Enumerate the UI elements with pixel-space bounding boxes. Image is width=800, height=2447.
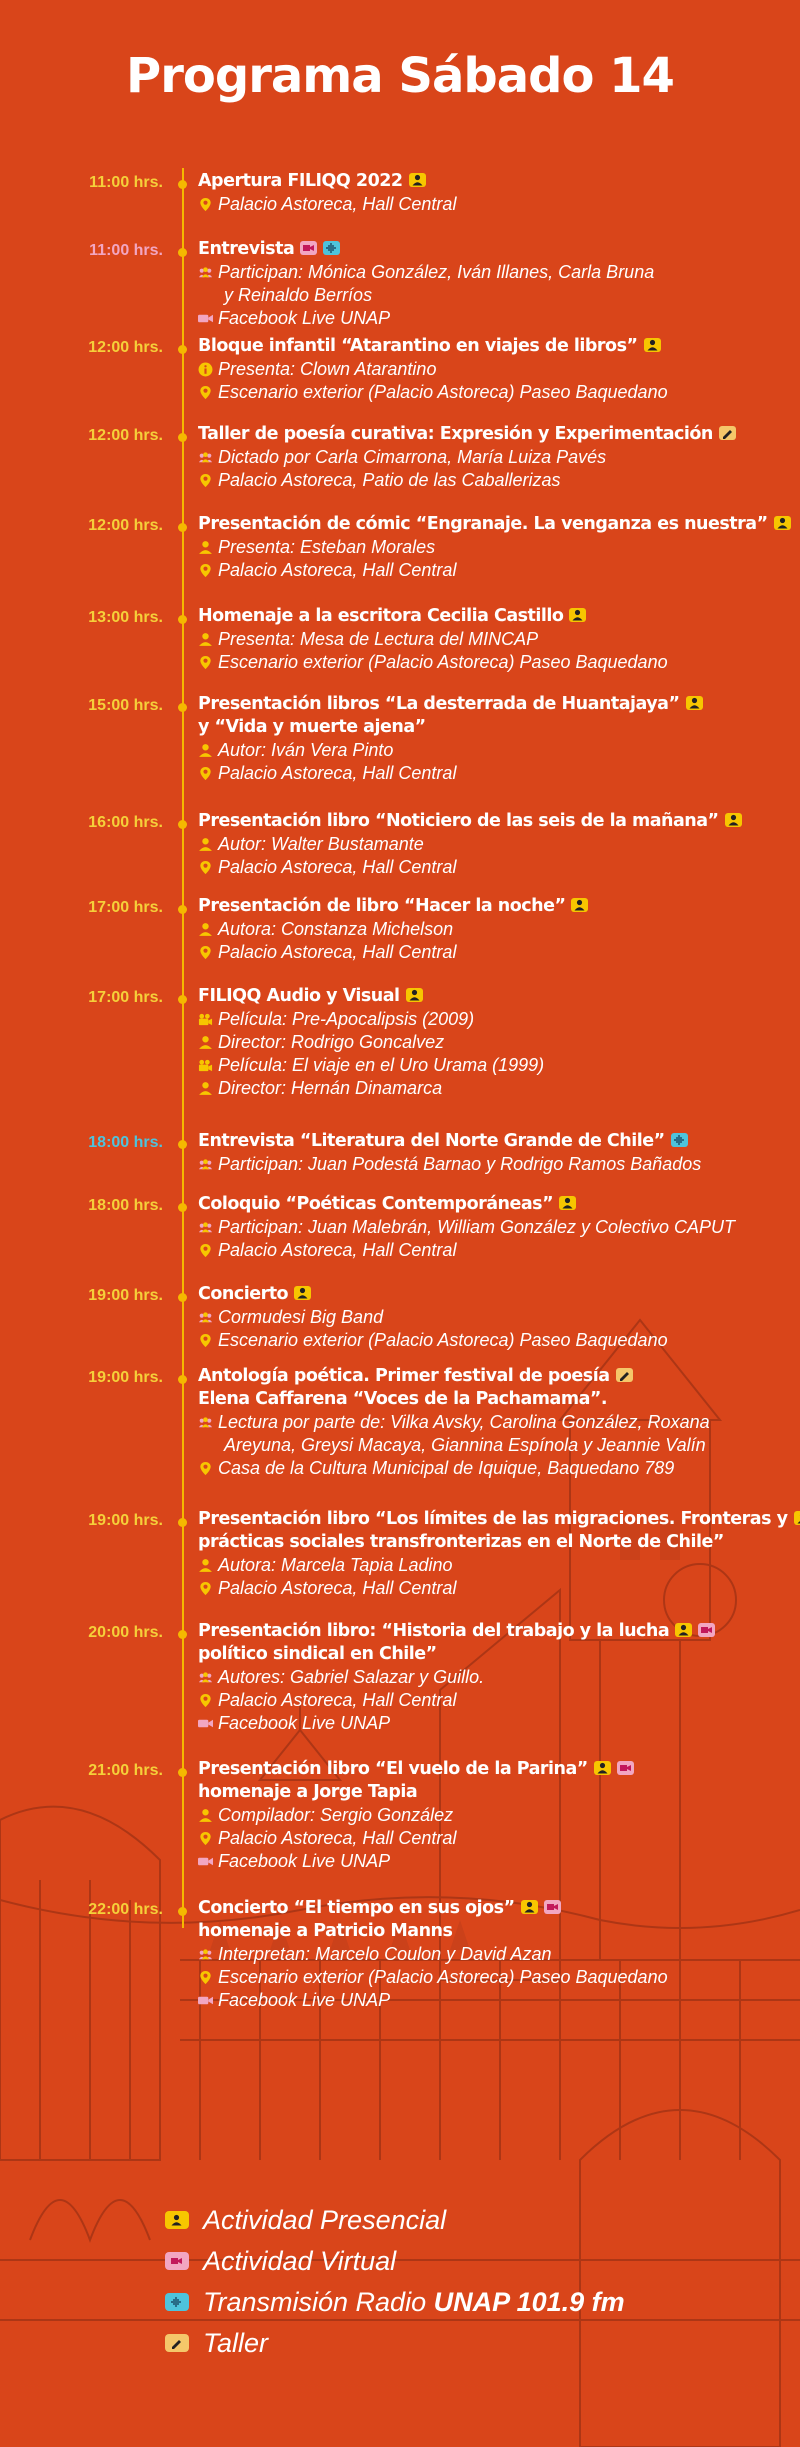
timeline-dot — [178, 820, 187, 829]
video-icon — [198, 1716, 213, 1731]
video-icon — [198, 1993, 213, 2008]
event-title — [198, 1643, 788, 1666]
event-detail — [198, 628, 788, 651]
virtual-badge-icon — [300, 241, 317, 255]
timeline-dot — [178, 905, 187, 914]
event-detail — [198, 1054, 788, 1077]
people-icon — [198, 450, 213, 465]
event-detail-text: Presenta: Esteban Morales — [218, 537, 436, 557]
event-title-text: Concierto — [198, 1284, 289, 1304]
event-detail-text: Autores: Gabriel Salazar y Guillo. — [218, 1667, 485, 1687]
event-body — [198, 238, 788, 330]
person-icon — [198, 540, 213, 555]
person-icon — [198, 922, 213, 937]
location-icon — [198, 860, 213, 875]
event-title — [198, 985, 788, 1008]
event-title — [198, 810, 788, 833]
event-detail-text: Interpretan: Marcelo Coulon y David Azan — [218, 1944, 552, 1964]
people-icon — [198, 1157, 213, 1172]
event-body — [198, 1758, 788, 1873]
location-icon — [198, 563, 213, 578]
event-detail-text: Areyuna, Greysi Macaya, Giannina Espínola y Jeannie Valín — [224, 1435, 706, 1455]
event-time: 19:00 hrs. — [88, 1512, 163, 1529]
location-icon — [198, 655, 213, 670]
event-title-text: FILIQQ Audio y Visual — [198, 986, 400, 1006]
event-body — [198, 1193, 788, 1262]
event-body — [198, 335, 788, 404]
people-icon — [198, 1220, 213, 1235]
presencial-badge-icon — [559, 1196, 576, 1210]
event-title-text: Presentación libro “El vuelo de la Parina” — [198, 1759, 588, 1779]
event-title — [198, 513, 788, 536]
virtual-badge-icon — [544, 1900, 561, 1914]
event-detail-text: Casa de la Cultura Municipal de Iquique, Baquedano 789 — [218, 1458, 675, 1478]
taller-badge-icon — [719, 426, 736, 440]
event-detail-text: Película: El viaje en el Uro Urama (1999) — [218, 1055, 545, 1075]
person-icon — [198, 1081, 213, 1096]
radio-badge-icon — [165, 2293, 189, 2311]
legend-item — [165, 2323, 625, 2364]
person-icon — [198, 632, 213, 647]
legend-label — [203, 2205, 446, 2236]
event-detail — [198, 1577, 788, 1600]
camera-icon — [198, 1012, 213, 1027]
people-icon — [198, 265, 213, 280]
timeline-dot — [178, 523, 187, 532]
event-title-text: homenaje a Patricio Manns — [198, 1921, 453, 1941]
event-detail-text: Lectura por parte de: Vilka Avsky, Carolina González, Roxana — [218, 1412, 710, 1432]
event-detail-text: Presenta: Clown Atarantino — [218, 359, 437, 379]
blank-icon — [204, 288, 219, 303]
event-title-text: Presentación de libro “Hacer la noche” — [198, 896, 566, 916]
presencial-badge-icon — [644, 338, 661, 352]
event-title — [198, 1531, 788, 1554]
location-icon — [198, 1831, 213, 1846]
event-detail — [198, 1239, 788, 1262]
event-title — [198, 1388, 788, 1411]
event-detail — [198, 651, 788, 674]
event-detail — [198, 941, 788, 964]
event-detail-text: Palacio Astoreca, Hall Central — [218, 942, 457, 962]
presencial-badge-icon — [406, 988, 423, 1002]
presencial-badge-icon — [725, 813, 742, 827]
legend-item — [165, 2200, 625, 2241]
legend-text: Actividad Presencial — [203, 2205, 447, 2235]
event-title-text: Presentación libro “Noticiero de las seis de la mañana” — [198, 811, 719, 831]
event-detail — [198, 762, 788, 785]
event-detail-text: Facebook Live UNAP — [218, 1851, 391, 1871]
event-time: 12:00 hrs. — [88, 517, 163, 534]
event-detail — [198, 469, 788, 492]
event-title-text: Presentación de cómic “Engranaje. La venganza es nuestra” — [198, 514, 768, 534]
event-detail — [198, 1008, 788, 1031]
event-title — [198, 716, 788, 739]
location-icon — [198, 473, 213, 488]
event-time: 12:00 hrs. — [88, 427, 163, 444]
event-detail-text: Palacio Astoreca, Patio de las Caballerizas — [218, 470, 561, 490]
event-detail-text: Escenario exterior (Palacio Astoreca) Paseo Baquedano — [218, 382, 668, 402]
event-body — [198, 1365, 788, 1480]
event-title-text: Antología poética. Primer festival de poesía — [198, 1366, 610, 1386]
event-detail — [198, 381, 788, 404]
person-icon — [198, 837, 213, 852]
event-title — [198, 238, 788, 261]
event-detail-text: Autor: Walter Bustamante — [218, 834, 424, 854]
timeline-dot — [178, 1630, 187, 1639]
event-detail — [198, 1216, 788, 1239]
blank-icon — [204, 1438, 219, 1453]
timeline-dot — [178, 1203, 187, 1212]
event-detail — [198, 856, 788, 879]
event-title-text: Presentación libros “La desterrada de Huantajaya” — [198, 694, 680, 714]
timeline-dot — [178, 615, 187, 624]
event-detail — [198, 1554, 788, 1577]
event-detail-text: Cormudesi Big Band — [218, 1307, 384, 1327]
legend-text: Actividad Virtual — [203, 2246, 397, 2276]
event-detail-text: Palacio Astoreca, Hall Central — [218, 560, 457, 580]
event-detail — [198, 1666, 788, 1689]
event-detail-text: Palacio Astoreca, Hall Central — [218, 194, 457, 214]
event-body — [198, 985, 788, 1100]
taller-badge-icon — [616, 1368, 633, 1382]
event-detail — [198, 1827, 788, 1850]
event-title — [198, 1193, 788, 1216]
legend-label — [203, 2328, 268, 2359]
event-time: 11:00 hrs. — [89, 174, 163, 191]
legend-text: Taller — [203, 2328, 269, 2358]
event-detail — [198, 358, 788, 381]
event-time: 15:00 hrs. — [88, 697, 163, 714]
event-time: 18:00 hrs. — [88, 1197, 163, 1214]
event-detail-text: Escenario exterior (Palacio Astoreca) Paseo Baquedano — [218, 1330, 668, 1350]
event-detail — [198, 307, 788, 330]
timeline-dot — [178, 1518, 187, 1527]
event-body — [198, 605, 788, 674]
legend-text: Transmisión Radio — [203, 2287, 434, 2317]
people-icon — [198, 1415, 213, 1430]
location-icon — [198, 945, 213, 960]
event-detail-text: Palacio Astoreca, Hall Central — [218, 857, 457, 877]
event-title — [198, 693, 788, 716]
people-icon — [198, 1947, 213, 1962]
event-detail — [198, 1411, 788, 1434]
event-detail — [198, 193, 788, 216]
event-detail-text: Dictado por Carla Cimarrona, María Luiza Pavés — [218, 447, 607, 467]
event-title — [198, 1130, 788, 1153]
presencial-badge-icon — [571, 898, 588, 912]
event-detail — [198, 1329, 788, 1352]
event-title-text: Entrevista — [198, 239, 295, 259]
event-detail-text: Facebook Live UNAP — [218, 1990, 391, 2010]
event-detail-text: Participan: Mónica González, Iván Illanes, Carla Bruna — [218, 262, 655, 282]
event-title — [198, 605, 788, 628]
event-detail — [198, 1434, 788, 1457]
timeline-dot — [178, 433, 187, 442]
event-detail-text: Facebook Live UNAP — [218, 308, 391, 328]
person-icon — [198, 1035, 213, 1050]
event-detail — [198, 739, 788, 762]
event-title-text: Homenaje a la escritora Cecilia Castillo — [198, 606, 564, 626]
event-detail-text: Palacio Astoreca, Hall Central — [218, 1828, 457, 1848]
location-icon — [198, 385, 213, 400]
event-title — [198, 1758, 788, 1781]
event-detail — [198, 918, 788, 941]
event-body — [198, 1897, 788, 2012]
legend-label — [203, 2246, 396, 2277]
event-detail-text: Presenta: Mesa de Lectura del MINCAP — [218, 629, 539, 649]
event-title-text: Taller de poesía curativa: Expresión y Experimentación — [198, 424, 713, 444]
radio-badge-icon — [323, 241, 340, 255]
event-detail — [198, 1077, 788, 1100]
event-detail-text: y Reinaldo Berríos — [224, 285, 373, 305]
event-title — [198, 170, 788, 193]
event-detail-text: Escenario exterior (Palacio Astoreca) Paseo Baquedano — [218, 652, 668, 672]
presencial-badge-icon — [409, 173, 426, 187]
radio-badge-icon — [671, 1133, 688, 1147]
event-detail-text: Palacio Astoreca, Hall Central — [218, 1690, 457, 1710]
event-time: 21:00 hrs. — [88, 1762, 163, 1779]
timeline-dot — [178, 180, 187, 189]
event-time: 11:00 hrs. — [89, 242, 163, 259]
event-detail-text: Palacio Astoreca, Hall Central — [218, 1240, 457, 1260]
timeline-dot — [178, 1140, 187, 1149]
event-time: 16:00 hrs. — [88, 814, 163, 831]
page-title: Programa Sábado 14 — [126, 48, 674, 104]
event-body — [198, 1508, 788, 1600]
event-body — [198, 423, 788, 492]
event-title — [198, 1781, 788, 1804]
info-icon — [198, 362, 213, 377]
event-time: 20:00 hrs. — [88, 1624, 163, 1641]
event-body — [198, 693, 788, 785]
event-detail — [198, 1457, 788, 1480]
event-body — [198, 895, 788, 964]
legend — [165, 2200, 625, 2364]
camera-icon — [198, 1058, 213, 1073]
event-detail-text: Compilador: Sergio González — [218, 1805, 454, 1825]
event-body — [198, 810, 788, 879]
timeline-dot — [178, 703, 187, 712]
event-body — [198, 1130, 788, 1176]
event-detail-text: Autora: Constanza Michelson — [218, 919, 454, 939]
event-title — [198, 1283, 788, 1306]
location-icon — [198, 1461, 213, 1476]
event-detail-text: Palacio Astoreca, Hall Central — [218, 1578, 457, 1598]
event-time: 19:00 hrs. — [88, 1369, 163, 1386]
legend-label — [203, 2287, 625, 2318]
presencial-badge-icon — [165, 2211, 189, 2229]
event-detail — [198, 284, 788, 307]
event-title — [198, 335, 788, 358]
event-time: 22:00 hrs. — [88, 1901, 163, 1918]
people-icon — [198, 1310, 213, 1325]
event-title — [198, 1897, 788, 1920]
event-detail — [198, 1804, 788, 1827]
event-detail-text: Autor: Iván Vera Pinto — [218, 740, 394, 760]
event-detail-text: Director: Rodrigo Goncalvez — [218, 1032, 445, 1052]
location-icon — [198, 1243, 213, 1258]
event-detail — [198, 446, 788, 469]
virtual-badge-icon — [698, 1623, 715, 1637]
presencial-badge-icon — [294, 1286, 311, 1300]
timeline-dot — [178, 248, 187, 257]
virtual-badge-icon — [165, 2252, 189, 2270]
event-detail — [198, 1989, 788, 2012]
event-time: 13:00 hrs. — [88, 609, 163, 626]
event-title-text: Concierto “El tiempo en sus ojos” — [198, 1898, 515, 1918]
location-icon — [198, 1693, 213, 1708]
presencial-badge-icon — [686, 696, 703, 710]
event-detail — [198, 1850, 788, 1873]
event-body — [198, 1620, 788, 1735]
event-detail — [198, 1031, 788, 1054]
location-icon — [198, 766, 213, 781]
person-icon — [198, 743, 213, 758]
location-icon — [198, 1581, 213, 1596]
event-body — [198, 170, 788, 216]
event-detail-text: Autora: Marcela Tapia Ladino — [218, 1555, 453, 1575]
presencial-badge-icon — [675, 1623, 692, 1637]
event-body — [198, 1283, 788, 1352]
event-detail — [198, 1306, 788, 1329]
presencial-badge-icon — [594, 1761, 611, 1775]
event-detail-text: Director: Hernán Dinamarca — [218, 1078, 443, 1098]
event-detail — [198, 261, 788, 284]
timeline-line — [182, 168, 184, 1928]
event-detail — [198, 833, 788, 856]
event-detail-text: Participan: Juan Malebrán, William González y Colectivo CAPUT — [218, 1217, 736, 1237]
location-icon — [198, 1970, 213, 1985]
event-detail-text: Facebook Live UNAP — [218, 1713, 391, 1733]
event-title — [198, 1365, 788, 1388]
virtual-badge-icon — [617, 1761, 634, 1775]
event-time: 19:00 hrs. — [88, 1287, 163, 1304]
event-detail — [198, 559, 788, 582]
event-title-text: Apertura FILIQQ 2022 — [198, 171, 403, 191]
event-detail — [198, 536, 788, 559]
event-time: 18:00 hrs. — [88, 1134, 163, 1151]
event-detail — [198, 1689, 788, 1712]
timeline-dot — [178, 1907, 187, 1916]
people-icon — [198, 1670, 213, 1685]
event-title-text: prácticas sociales transfronterizas en el Norte de Chile” — [198, 1532, 724, 1552]
event-title-text: Coloquio “Poéticas Contemporáneas” — [198, 1194, 554, 1214]
timeline-dot — [178, 1293, 187, 1302]
legend-item — [165, 2241, 625, 2282]
event-title — [198, 895, 788, 918]
event-title-text: político sindical en Chile” — [198, 1644, 437, 1664]
event-title — [198, 423, 788, 446]
event-time: 12:00 hrs. — [88, 339, 163, 356]
event-detail — [198, 1712, 788, 1735]
legend-bold-text: UNAP 101.9 fm — [433, 2287, 625, 2317]
timeline-dot — [178, 1768, 187, 1777]
video-icon — [198, 311, 213, 326]
legend-item — [165, 2282, 625, 2323]
event-title-text: Presentación libro “Los límites de las migraciones. Fronteras y — [198, 1509, 788, 1529]
event-title-text: Entrevista “Literatura del Norte Grande de Chile” — [198, 1131, 665, 1151]
location-icon — [198, 1333, 213, 1348]
event-title-text: Presentación libro: “Historia del trabajo y la lucha — [198, 1621, 670, 1641]
timeline-dot — [178, 1375, 187, 1384]
event-title — [198, 1920, 788, 1943]
person-icon — [198, 1558, 213, 1573]
event-detail — [198, 1943, 788, 1966]
presencial-badge-icon — [794, 1511, 800, 1525]
event-time: 17:00 hrs. — [88, 899, 163, 916]
timeline-dot — [178, 345, 187, 354]
event-title — [198, 1620, 788, 1643]
event-detail-text: Película: Pre-Apocalipsis (2009) — [218, 1009, 475, 1029]
presencial-badge-icon — [569, 608, 586, 622]
video-icon — [198, 1854, 213, 1869]
event-detail-text: Participan: Juan Podestá Barnao y Rodrigo Ramos Bañados — [218, 1154, 702, 1174]
presencial-badge-icon — [521, 1900, 538, 1914]
event-detail — [198, 1966, 788, 1989]
presencial-badge-icon — [774, 516, 791, 530]
event-detail-text: Escenario exterior (Palacio Astoreca) Paseo Baquedano — [218, 1967, 668, 1987]
taller-badge-icon — [165, 2334, 189, 2352]
timeline-dot — [178, 995, 187, 1004]
location-icon — [198, 197, 213, 212]
event-title-text: homenaje a Jorge Tapia — [198, 1782, 418, 1802]
event-title — [198, 1508, 788, 1531]
event-title-text: y “Vida y muerte ajena” — [198, 717, 426, 737]
event-detail — [198, 1153, 788, 1176]
event-time: 17:00 hrs. — [88, 989, 163, 1006]
person-icon — [198, 1808, 213, 1823]
event-detail-text: Palacio Astoreca, Hall Central — [218, 763, 457, 783]
event-title-text: Bloque infantil “Atarantino en viajes de libros” — [198, 336, 638, 356]
event-body — [198, 513, 788, 582]
event-title-text: Elena Caffarena “Voces de la Pachamama”. — [198, 1389, 608, 1409]
